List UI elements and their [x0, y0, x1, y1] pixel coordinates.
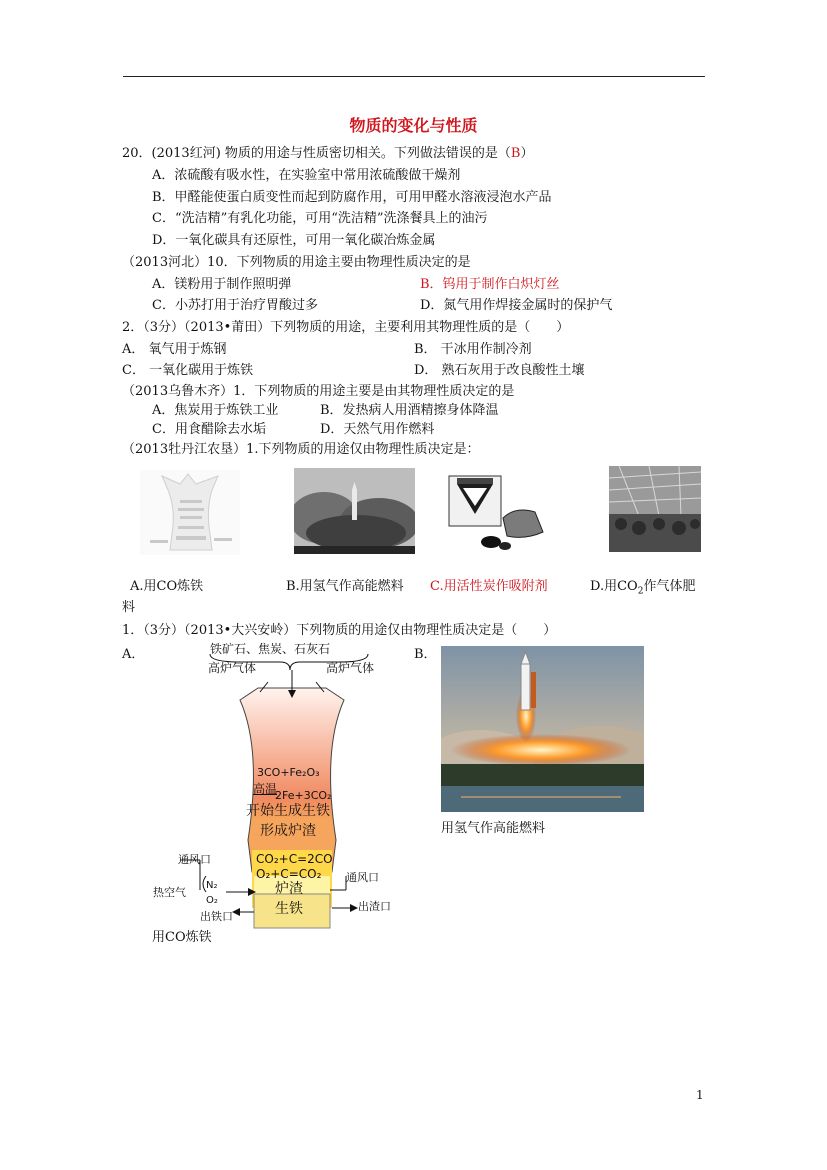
- question-mudanjiang-stem: （2013牡丹江农垦）1.下列物质的用途仅由物理性质决定是：: [122, 442, 480, 457]
- furnace-zone-text-2: 形成炉渣: [260, 823, 316, 839]
- option-c: C．用食醋除去水垢: [152, 422, 266, 437]
- option-b-answer: B．钨用于制作白炽灯丝: [420, 277, 560, 292]
- furnace-zone-text-1: 开始生成生铁: [246, 803, 330, 819]
- vent-right-label: 通风口: [346, 871, 379, 884]
- rocket-launch-thumbnail: [294, 468, 415, 554]
- furnace-equation-2: CO₂+C=2CO: [256, 852, 333, 866]
- caption-b: 用氢气作高能燃料: [441, 821, 546, 836]
- o2-label: O₂: [206, 895, 218, 906]
- option-a: A．镁粉用于制作照明弹: [152, 277, 292, 292]
- option-a: A．浓硫酸有吸水性，在实验室中常用浓硫酸做干燥剂: [152, 168, 461, 183]
- option-d-text-end: 作气体肥: [643, 579, 696, 594]
- header-rule: [123, 76, 705, 77]
- option-d: D．氮气用作焊接金属时的保护气: [420, 298, 613, 313]
- option-a-label: A．: [122, 647, 145, 662]
- iron-outlet-label: 出铁口: [200, 910, 233, 923]
- option-a: A.用CO炼铁: [130, 579, 204, 594]
- question-urumqi-stem: （2013乌鲁木齐）1．下列物质的用途主要是由其物理性质决定的是: [122, 384, 515, 399]
- greenhouse-thumbnail: [609, 466, 701, 552]
- furnace-top-inputs: 铁矿石、焦炭、石灰石: [210, 642, 331, 656]
- n2-label: N₂: [206, 880, 218, 891]
- option-a: A．焦炭用于炼铁工业: [152, 403, 279, 418]
- option-d-wrap: 料: [122, 600, 136, 615]
- option-d-text: D.用CO: [590, 579, 638, 594]
- blast-furnace-thumbnail: [140, 470, 240, 555]
- option-b: B．发热病人用酒精擦身体降温: [320, 403, 499, 418]
- option-a: A． 氧气用于炼钢: [122, 342, 227, 357]
- option-c-answer: C.用活性炭作吸附剂: [430, 579, 548, 594]
- question-hebei-stem: （2013河北）10．下列物质的用途主要由物理性质决定的是: [122, 255, 471, 270]
- option-c: C． 一氧化碳用于炼铁: [122, 363, 254, 378]
- option-d: D．一氧化碳具有还原性，可用一氧化碳冶炼金属: [152, 233, 436, 248]
- furnace-condition: 高温: [253, 782, 278, 796]
- page-number: 1: [696, 1088, 704, 1102]
- space-shuttle-launch-photo: [441, 646, 644, 812]
- question-daxinganling-stem: 1．（3分）（2013•大兴安岭）下列物质的用途仅由物理性质决定是（ ）: [122, 623, 557, 638]
- vent-left-label: 通风口: [178, 853, 211, 866]
- option-b: B． 干冰用作制冷剂: [414, 342, 532, 357]
- stem-suffix: ）: [520, 146, 534, 161]
- furnace-equation-1b: 2Fe+3CO₂: [275, 789, 332, 802]
- question-putian-stem: 2．（3分）（2013•莆田）下列物质的用途，主要利用其物理性质的是（ ）: [122, 320, 570, 335]
- hot-air-label: 热空气: [153, 886, 186, 899]
- option-d: D． 熟石灰用于改良酸性土壤: [414, 363, 585, 378]
- page-title: 物质的变化与性质: [349, 116, 478, 135]
- furnace-equation-1: 3CO+Fe₂O₃: [257, 766, 320, 779]
- subscript: 2: [637, 586, 644, 597]
- furnace-gas-left: 高炉气体: [208, 661, 257, 675]
- slag-outlet-label: 出渣口: [358, 900, 391, 913]
- activated-carbon-thumbnail: [445, 468, 550, 554]
- option-c: C．小苏打用于治疗胃酸过多: [152, 298, 318, 313]
- furnace-slag: 炉渣: [275, 881, 303, 897]
- option-b: B.用氢气作高能燃料: [286, 579, 404, 594]
- furnace-gas-right: 高炉气体: [326, 661, 375, 675]
- option-b: B．甲醛能使蛋白质变性而起到防腐作用，可用甲醛水溶液浸泡水产品: [152, 190, 552, 205]
- question-20-stem: [122, 145, 533, 163]
- answer-mark: B: [510, 146, 521, 161]
- option-d: D．天然气用作燃料: [320, 422, 435, 437]
- furnace-iron: 生铁: [275, 901, 303, 917]
- furnace-equation-3: O₂+C=CO₂: [256, 867, 322, 881]
- option-b-label: B．: [414, 647, 437, 662]
- stem-text: 20．(2013红河) 物质的用途与性质密切相关。下列做法错误的是（: [122, 146, 511, 161]
- option-d: [590, 578, 695, 601]
- option-c: C．“洗洁精”有乳化功能，可用“洗洁精”洗涤餐具上的油污: [152, 211, 488, 226]
- caption-a: 用CO炼铁: [152, 930, 212, 945]
